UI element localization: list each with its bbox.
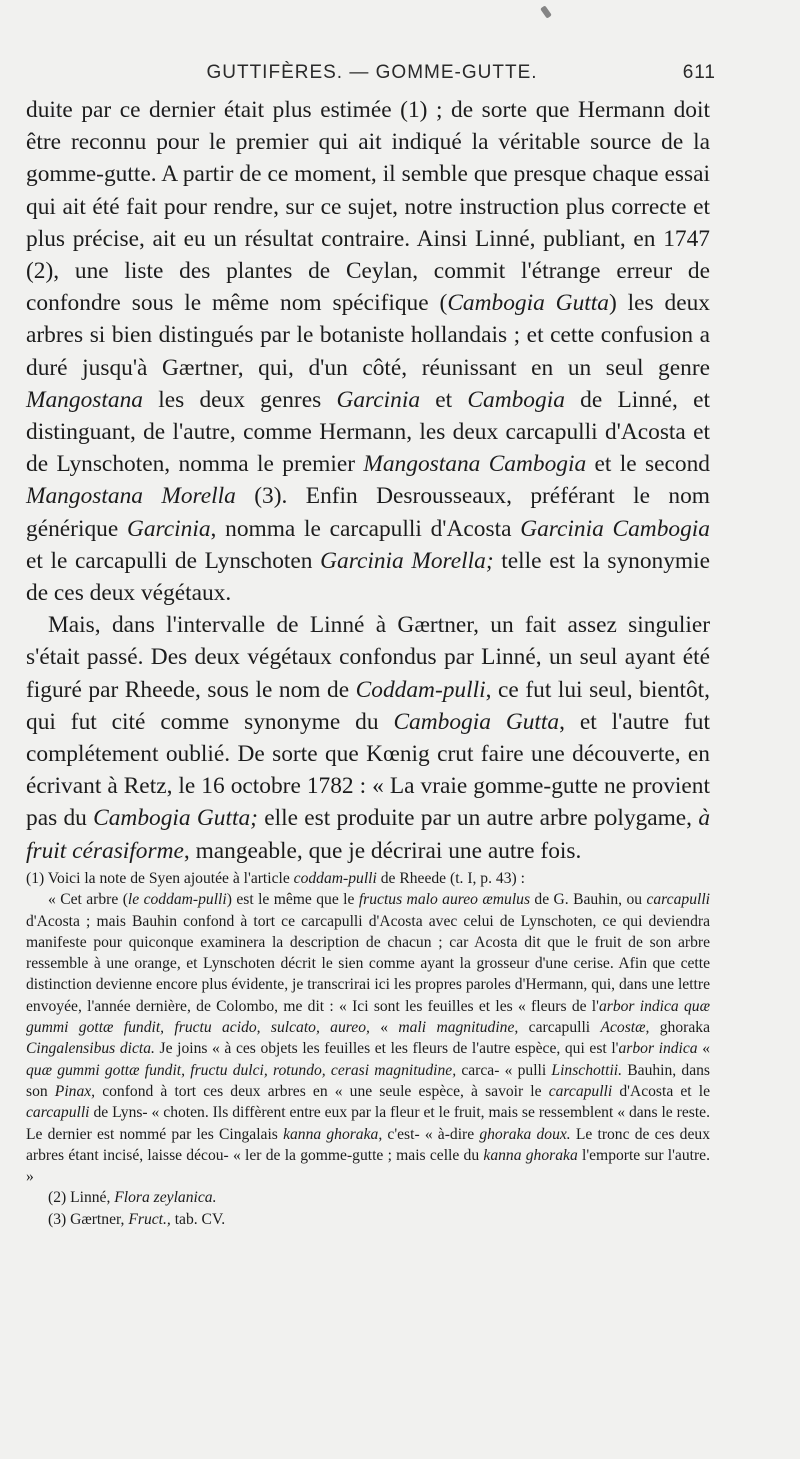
text-run: les deux genres [142, 386, 337, 413]
footnote-2 [26, 1187, 710, 1208]
text-run: , et l'autre fut complétement oublié. De sorte que Kœnig crut faire une découverte, en écrivant à Retz, le 16 octobre 1782 : « La vraie gomme-gutte ne provient pas du [26, 708, 710, 832]
italic-run: Acostæ, [600, 1019, 650, 1037]
text-run: et le carcapulli de Lynschoten [26, 547, 321, 574]
italic-run: Cingalensibus dicta. [26, 1040, 155, 1058]
text-run: elle est produite par un autre arbre polygame, [257, 805, 699, 832]
italic-run: kanna ghoraka [483, 1146, 578, 1164]
text-run: ) est le même que le [226, 891, 359, 909]
ink-speck [540, 5, 552, 18]
footnotes [26, 868, 710, 1230]
text-run: de Rheede (t. I, p. 43) : [376, 870, 525, 887]
italic-run: Cambogia [467, 386, 565, 413]
text-run: carca- « pulli [456, 1061, 552, 1079]
text-run: et le second [586, 451, 710, 478]
text-run: Le tronc de ces deux arbres étant incisé, laisse décou- « ler de la gomme-gutte ; mais celle du [26, 1125, 710, 1164]
italic-run: Garcinia [126, 515, 211, 542]
text-run: d'Acosta et le [612, 1082, 710, 1100]
italic-run: Cambogia Gutta; [93, 805, 258, 832]
text-run: « [369, 1019, 399, 1037]
italic-run: Coddam-pulli [355, 676, 486, 703]
text-run: d'Acosta ; mais Bauhin confond à tort ce carcapulli d'Acosta avec celui de Lynschoten, ce qui deviendra manifeste pour quiconque examinera la description de chacun ; car Acosta dit que le fruit de son arbre ressemble à une orange, et Lynschoten décrit le sien comme ayant la grosseur d'une cerise. Afin que cette distinction devienne encore plus évidente, je transcrirai ici les propres paroles d'Hermann, qui, dans une lettre envoyée, l'année dernière, de Colombo, me dit : « Ici sont les feuilles et les « fleurs de l' [26, 912, 710, 1015]
text-run: ) les deux arbres si bien distingués par le botaniste hollandais ; et cette confusion a duré jusqu'à Gærtner, qui, d'un côté, réunissant en un seul genre [26, 290, 710, 381]
page-number: 611 [682, 62, 716, 83]
text-run: , mangeable, que je décrirai une autre fois. [183, 837, 582, 864]
text-run: (3). Enfin Desrousseaux, préférant le nom générique [26, 483, 710, 542]
italic-run: Cambogia Gutta [393, 708, 560, 735]
italic-run: mali magnitudine, [398, 1019, 519, 1037]
italic-run: Pinax, [54, 1082, 96, 1100]
text-run: « Cet arbre ( [48, 891, 128, 909]
running-title: GUTTIFÈRES. — GOMME-GUTTE. [206, 62, 538, 83]
italic-run: Cambogia Gutta [447, 290, 609, 317]
text-run: (1) Voici la note de Syen ajoutée à l'article [26, 870, 294, 887]
text-run: confond à tort ces deux arbres en « une seule espèce, à savoir le [95, 1082, 549, 1100]
text-run: , nomma le carcapulli d'Acosta [210, 515, 521, 542]
text-run: (3) Gærtner, [48, 1210, 129, 1228]
italic-run: Fruct., [128, 1210, 171, 1228]
text-run: l'emporte sur l'autre. » [26, 1146, 710, 1186]
text-run: carcapulli [518, 1019, 601, 1037]
text-run: de Lyns- « choten. Ils diffèrent entre eux par la fleur et le fruit, mais se ressemblent « dans le reste. Le dernier est nommé par les Cingalais [26, 1104, 710, 1143]
italic-run: Flora zeylanica. [114, 1189, 217, 1207]
text-run: (2) Linné, [48, 1189, 115, 1207]
main-text [26, 94, 710, 867]
italic-run: carcapulli [646, 891, 710, 909]
paragraph-2 [26, 609, 710, 867]
italic-run: carcapulli [548, 1082, 613, 1100]
italic-run: à fruit cérasiforme [26, 805, 711, 864]
text-run: Je joins « à ces objets les feuilles et les fleurs de l'autre espèce, qui est l' [154, 1040, 619, 1058]
text-run: de Linné, et distinguant, de l'autre, comme Hermann, les deux carcapulli d'Acosta et de Lynschoten, nomma le premier [26, 386, 710, 478]
italic-run: Garcinia Morella; [320, 547, 494, 574]
running-header [28, 62, 716, 88]
text-run: et [420, 386, 468, 413]
italic-run: Linschottii. [551, 1061, 623, 1079]
text-run: telle est la synonymie de ces deux végétaux. [26, 547, 711, 607]
footnote-1 [26, 868, 710, 889]
italic-run: coddam-pulli [293, 870, 377, 887]
text-run: c'est- « à-dire [382, 1125, 480, 1143]
italic-run: arbor indica [618, 1040, 698, 1058]
italic-run: arbor indica quæ gummi gottæ fundit, fructu acido, sulcato, aureo, [26, 997, 710, 1037]
text-run: ghoraka [649, 1019, 710, 1037]
italic-run: Mangostana Cambogia [363, 451, 587, 478]
italic-run: Mangostana [26, 386, 143, 413]
text-run: Bauhin, dans son [26, 1061, 711, 1100]
text-run: duite par ce dernier était plus estimée (1) ; de sorte que Hermann doit être reconnu pour le premier qui ait indiqué la véritable source de la gomme-gutte. A partir de ce moment, il semble que presque chaque essai qui ait été fait pour rendre, sur ce sujet, notre instruction plus correcte et plus précise, ait eu un résultat contraire. Ainsi Linné, publiant, en 1747 (2), une liste des plantes de Ceylan, commit l'étrange erreur de confondre sous le même nom spécifique ( [26, 97, 710, 317]
italic-run: quæ gummi gottæ fundit, fructu dulci, rotundo, cerasi magnitudine, [26, 1061, 457, 1079]
italic-run: kanna ghoraka, [283, 1125, 383, 1143]
italic-run: Mangostana Morella [26, 483, 236, 510]
italic-run: fructus malo aureo æmulus [358, 891, 531, 909]
italic-run: Garcinia [336, 386, 421, 413]
footnote-1-quote [26, 889, 710, 1187]
italic-run: ghoraka doux. [479, 1125, 571, 1143]
italic-run: Garcinia Cambogia [520, 515, 710, 542]
text-run: tab. CV. [170, 1210, 226, 1228]
italic-run: le coddam-pulli [127, 891, 227, 909]
text-run: Mais, dans l'intervalle de Linné à Gærtner, un fait assez singulier s'était passé. Des deux végétaux confondus par Linné, un seul ayant été figuré par Rheede, sous le nom de [26, 612, 710, 703]
text-run: de G. Bauhin, ou [530, 891, 647, 909]
italic-run: carcapulli [26, 1104, 90, 1122]
text-run: , ce fut lui seul, bientôt, qui fut cité comme synonyme du [26, 676, 710, 735]
footnote-3 [26, 1209, 710, 1230]
paragraph-1 [26, 94, 710, 609]
text-run: « [697, 1040, 710, 1058]
